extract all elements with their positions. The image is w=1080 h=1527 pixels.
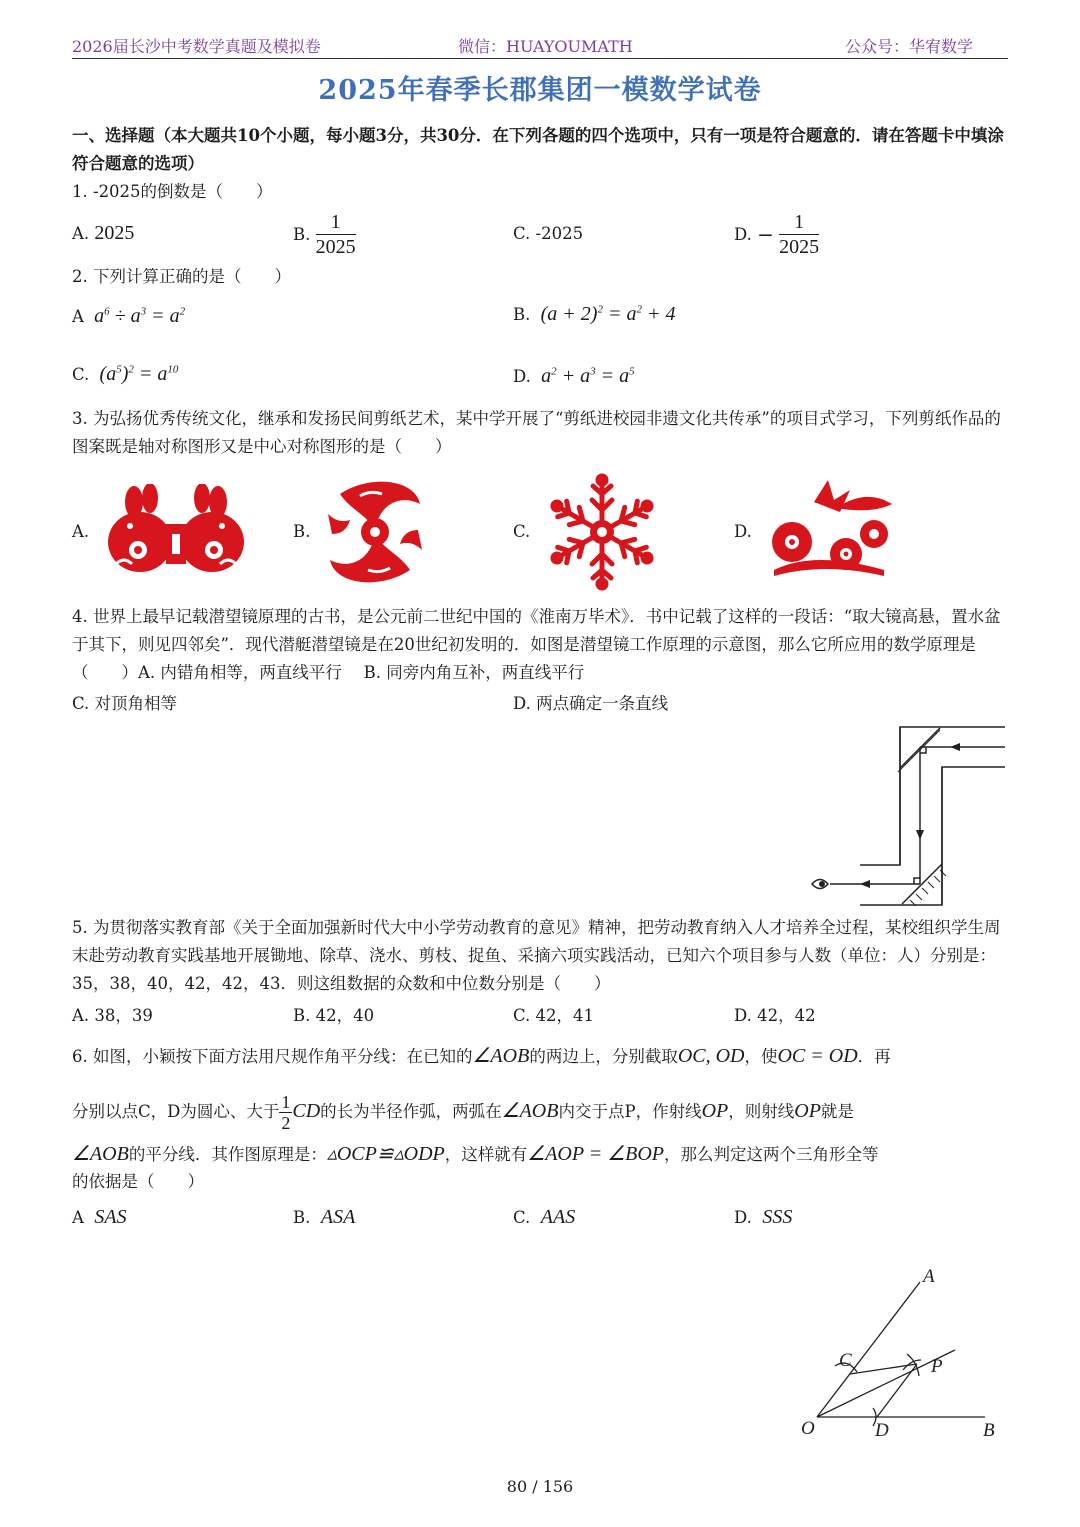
q6-line2-e: 就是	[820, 1102, 854, 1121]
q6-d-value: SSS	[762, 1206, 793, 1228]
papercut-snowflake-image	[542, 470, 662, 594]
q6-option-a	[72, 1206, 127, 1229]
q3-label-a: A.	[72, 522, 90, 541]
header-right: 公众号：华宥数学	[845, 37, 974, 56]
q1-c-label: C.	[513, 224, 531, 243]
q6-d-label: D.	[734, 1208, 752, 1227]
q1-option-a	[72, 222, 134, 245]
papercut-rabbits-image	[100, 484, 252, 580]
section-instructions: 一、选择题（本大题共10个小题，每小题3分，共30分．在下列各题的四个选项中，只有一项是符合题意的．请在答题卡中填涂符合题意的选项）	[72, 126, 1004, 173]
q6-a-value: SAS	[94, 1206, 127, 1228]
q5-option-d: D. 42，42	[734, 1006, 816, 1025]
q6-b-value: ASA	[320, 1206, 356, 1228]
q1-d-num: 1	[779, 210, 819, 235]
q1-option-c	[513, 224, 583, 243]
q1-d-fraction	[779, 210, 819, 259]
q2-a-expr: $a^6 \div a^3 = a^2$	[89, 305, 186, 327]
papercut-flowers-image	[764, 478, 898, 582]
q2-option-c	[72, 363, 178, 386]
q1-a-label: A.	[72, 224, 90, 243]
q6-line3-c: ，那么判定这两个三角形全等	[664, 1145, 879, 1164]
q2-b-expr: $(a + 2)^2 = a^2 + 4$	[535, 303, 676, 325]
q2-b-label: B.	[513, 305, 531, 324]
q1-b-den: 2025	[315, 236, 356, 258]
page-number: 80 / 156	[506, 1477, 574, 1496]
q1-d-sign: −	[757, 222, 774, 247]
q5-option-a: A. 38，39	[72, 1006, 153, 1025]
q6-line1-a: 6. 如图，小颖按下面方法用尺规作角平分线：在已知的	[72, 1047, 473, 1066]
q3-label-d: D.	[734, 522, 752, 541]
q1-stem: 1. -2025的倒数是（ ）	[72, 182, 273, 201]
q1-a-value: 2025	[94, 222, 135, 244]
q2-option-a	[72, 305, 185, 328]
q6-line2: 分别以点C，D为圆心、大于 $\frac{1}{2}$ CD的长为半径作弧，两弧在∠AOB内交于点P，作射线OP，则射线OP就是	[72, 1092, 854, 1133]
q2-option-b	[513, 303, 675, 326]
papercut-birds-image	[320, 474, 430, 590]
fig-label-b: B	[983, 1420, 995, 1441]
q4-option-c: C. 对顶角相等	[72, 694, 178, 713]
q1-b-num: 1	[316, 210, 356, 235]
q5-stem: 5. 为贯彻落实教育部《关于全面加强新时代大中小学劳动教育的意见》精神，把劳动教育纳入人才培养全过程，某校组织学生周末赴劳动教育实践基地开展锄地、除草、浇水、剪枝、捉鱼、采摘六项实践活动，已知六个项目参与人数（单位：人）分别是：35，38，40，42，42，43．则这组数据的众数和中位数分别是（ ）	[72, 918, 1001, 993]
header-rule	[72, 58, 1008, 59]
q1-d-den: 2025	[779, 236, 820, 258]
q2-c-expr: $(a^5)^2 = a^{10}$	[94, 363, 179, 385]
fig-label-d: D	[875, 1420, 889, 1441]
q2-d-label: D.	[513, 367, 531, 386]
q4-option-d: D. 两点确定一条直线	[513, 694, 669, 713]
q1-c-value: -2025	[535, 224, 584, 243]
q1-d-label: D.	[734, 225, 752, 244]
q6-line3-b: ，这样就有	[444, 1145, 528, 1164]
q6-line2-d: ，则射线	[728, 1102, 795, 1121]
q6-line2-b: 的长为半径作弧，两弧在	[320, 1102, 502, 1121]
q2-c-label: C.	[72, 365, 90, 384]
q6-option-d	[734, 1206, 792, 1229]
q4-stem: 4. 世界上最早记载潜望镜原理的古书，是公元前二世纪中国的《淮南万毕术》．书中记载了这样的一段话：“取大镜高悬，置水盆于其下，则见四邻矣”．现代潜艇潜望镜是在20世纪初发明的．如图是潜望镜工作原理的示意图，那么它所应用的数学原理是（ ）A. 内错角相等，两直线平行 B. 同旁内角互补，两直线平行	[72, 607, 1001, 682]
q6-line3: ∠AOB的平分线．其作图原理是：▵OCP≌▵ODP，这样就有∠AOP = ∠BOP，那么判定这两个三角形全等	[72, 1143, 879, 1165]
q1-option-b	[293, 210, 356, 259]
q6-line1-d: ．再	[857, 1047, 891, 1066]
q3-label-c: C.	[513, 522, 531, 541]
fig-label-p: P	[931, 1356, 943, 1377]
q1-option-d	[734, 210, 819, 259]
periscope-diagram	[800, 720, 1010, 910]
q3-label-b: B.	[293, 522, 311, 541]
q5-option-b: B. 42，40	[293, 1006, 375, 1025]
page-title: 2025年春季长郡集团一模数学试卷	[318, 75, 762, 106]
q2-d-expr: $a^2 + a^3 = a^5$	[536, 365, 635, 387]
q6-line1: 6. 如图，小颖按下面方法用尺规作角平分线：在已知的∠AOB的两边上，分别截取OC, OD，使OC = OD．再	[72, 1045, 891, 1067]
q6-line3-a: 的平分线．其作图原理是：	[128, 1145, 327, 1164]
angle-bisector-diagram	[795, 1262, 1010, 1442]
q2-stem: 2. 下列计算正确的是（ ）	[72, 267, 291, 286]
q1-b-label: B.	[293, 225, 311, 244]
q6-line2-c: 内交于点P，作射线	[558, 1102, 702, 1121]
fig-label-a: A	[923, 1266, 935, 1287]
q6-c-label: C.	[513, 1208, 531, 1227]
q6-line1-b: 的两边上，分别截取	[529, 1047, 678, 1066]
q1-b-fraction	[316, 210, 356, 259]
q6-a-label: A	[72, 1208, 84, 1227]
q6-option-c	[513, 1206, 575, 1229]
q6-line2-a: 分别以点C，D为圆心、大于	[72, 1102, 280, 1121]
q6-option-b	[293, 1206, 355, 1229]
q6-line4: 的依据是（ ）	[72, 1172, 204, 1191]
fig-label-c: C	[839, 1350, 852, 1371]
q6-b-label: B.	[293, 1208, 311, 1227]
q6-c-value: AAS	[540, 1206, 576, 1228]
q6-line1-c: ，使	[744, 1047, 778, 1066]
header-center: 微信：HUAYOUMATH	[458, 37, 633, 56]
header-left: 2026届长沙中考数学真题及模拟卷	[72, 37, 321, 56]
fig-label-o: O	[801, 1418, 815, 1439]
q2-option-d	[513, 365, 635, 388]
q3-stem: 3. 为弘扬优秀传统文化，继承和发扬民间剪纸艺术，某中学开展了“剪纸进校园非遗文化共传承”的项目式学习，下列剪纸作品的图案既是轴对称图形又是中心对称图形的是（ ）	[72, 409, 1001, 456]
q2-a-label: A	[72, 307, 84, 326]
q5-option-c: C. 42，41	[513, 1006, 595, 1025]
